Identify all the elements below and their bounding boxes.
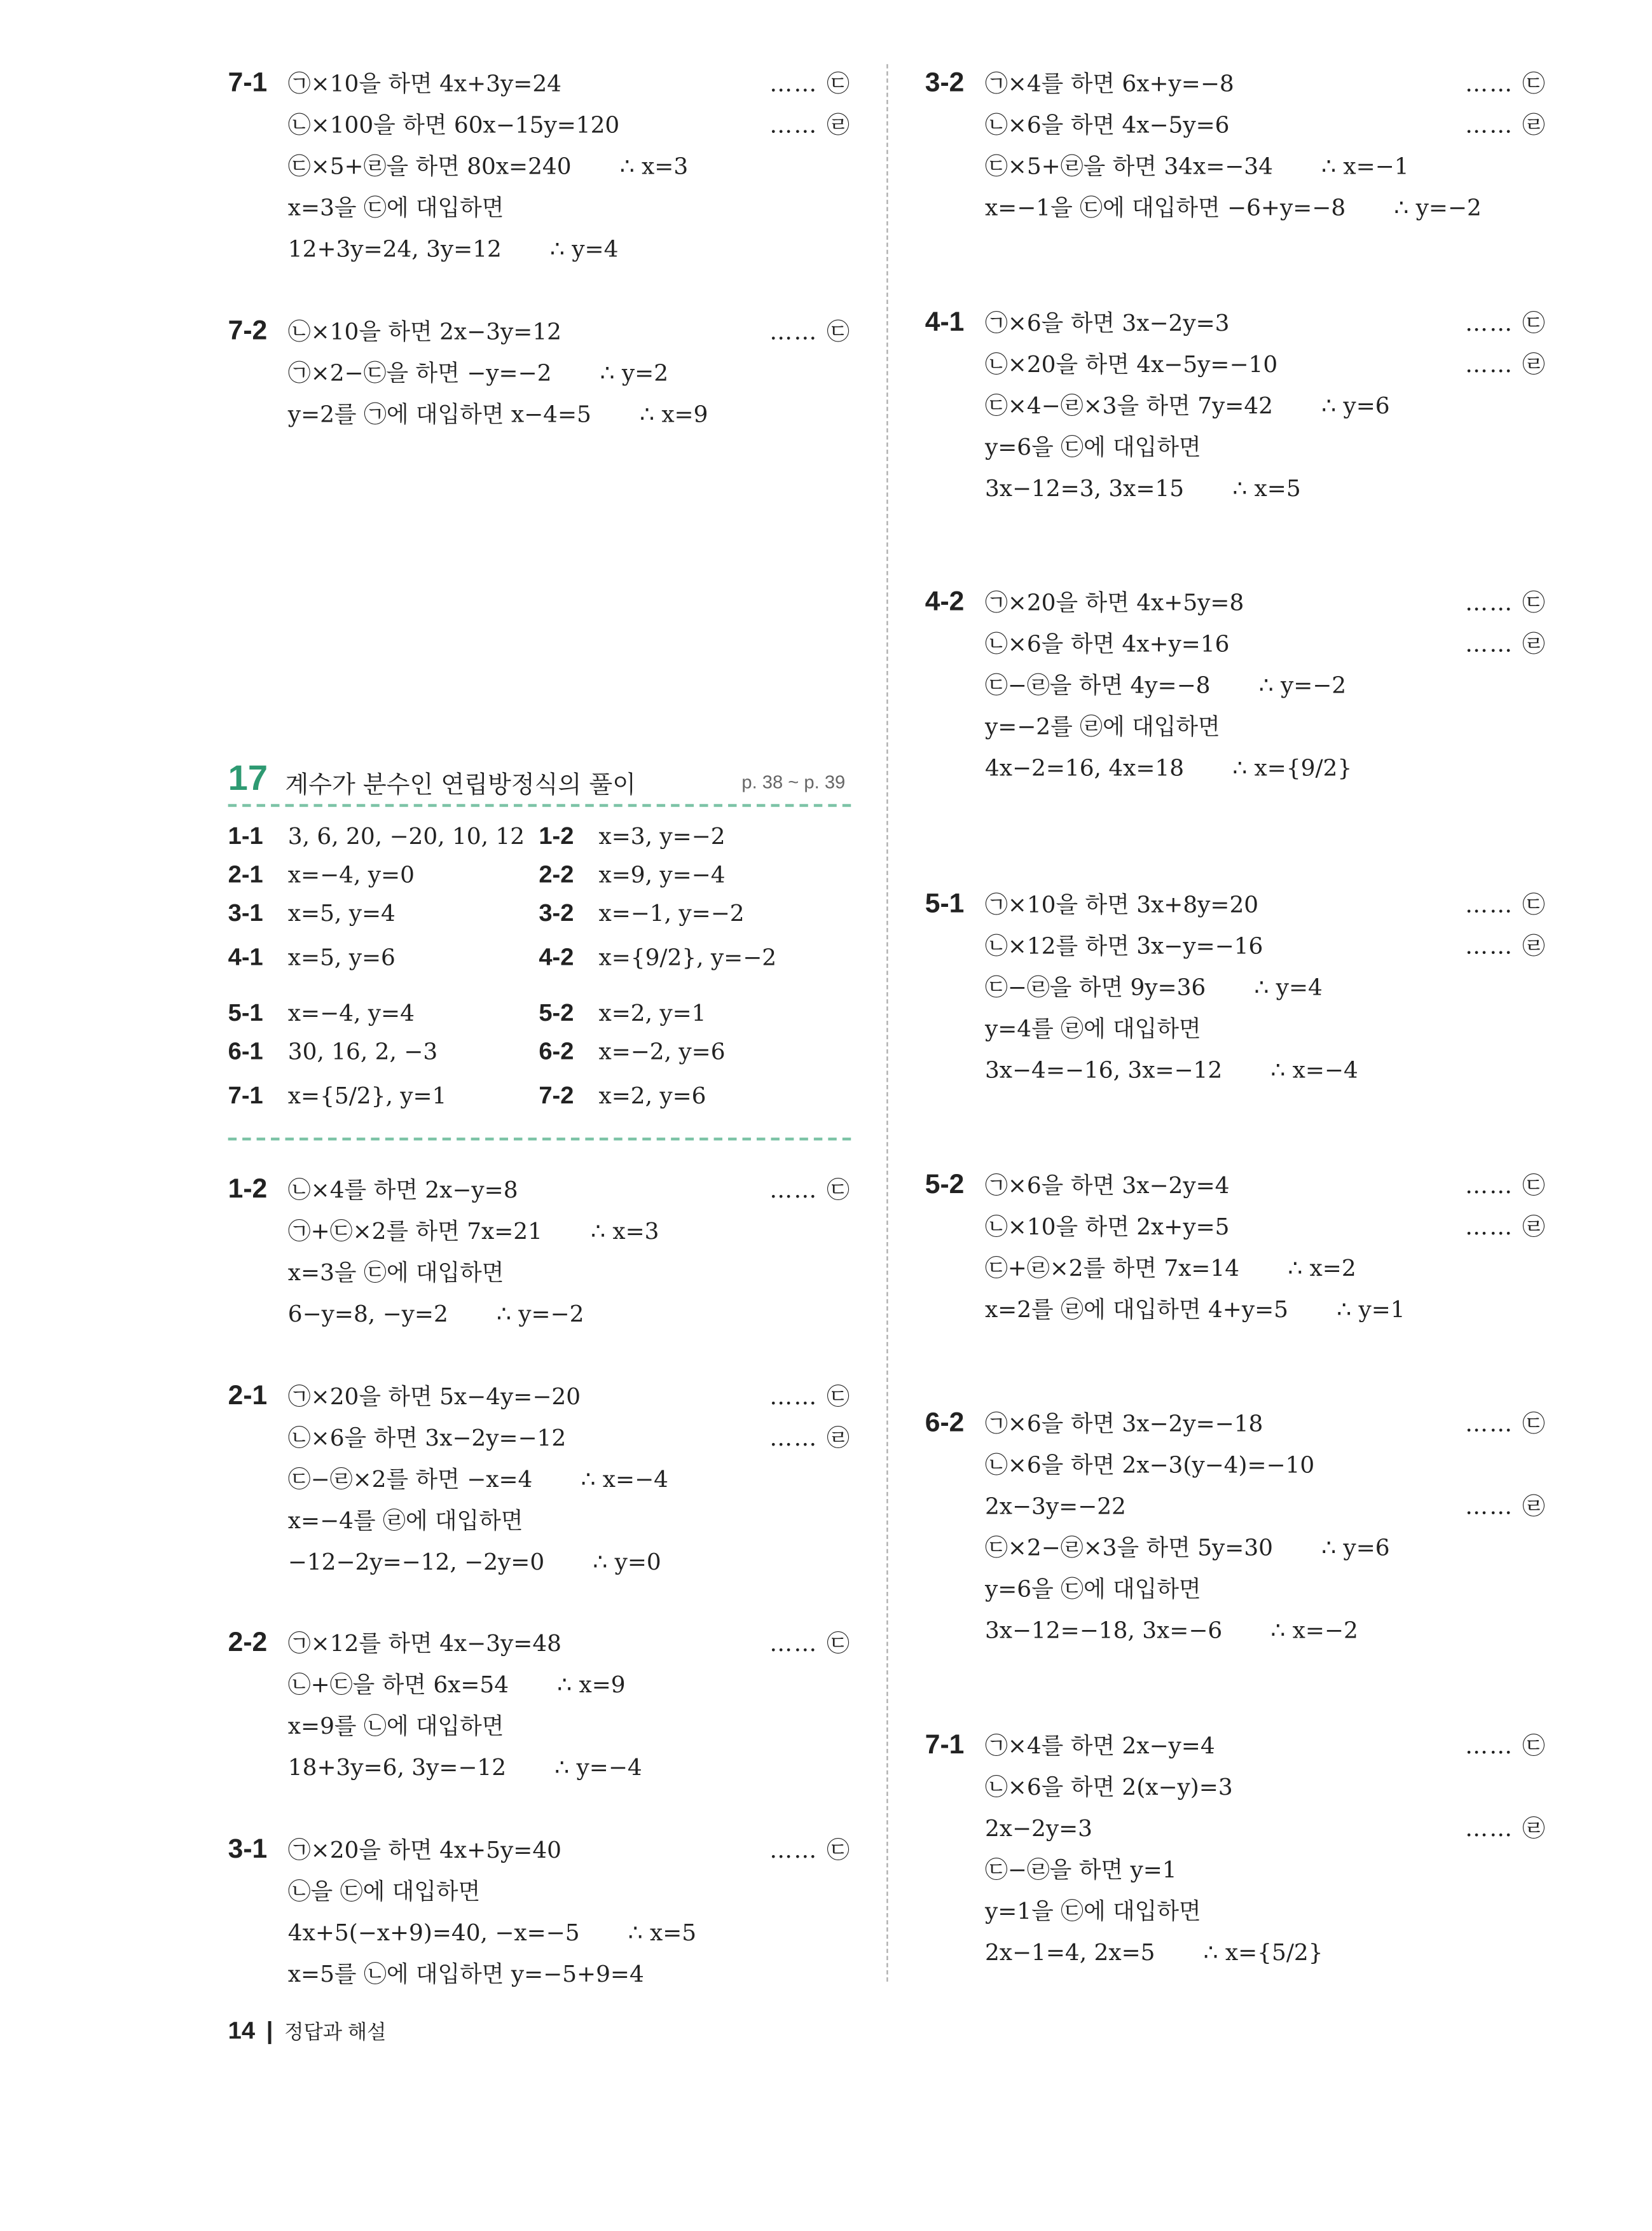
answer-value: x=2, y=6: [598, 1082, 706, 1109]
equation-text: ㉠×6을 하면 3x−2y=3: [984, 309, 1230, 337]
therefore-result: ∴ y=0: [593, 1548, 661, 1575]
equation-text: x=9를 ㉡에 대입하면: [287, 1712, 504, 1739]
therefore-result: ∴ x={5/2}: [1203, 1938, 1323, 1966]
equation-text: ㉠×10을 하면 4x+3y=24: [287, 69, 561, 97]
equation-text: ㉢×2−㉣×3을 하면 5y=30: [984, 1533, 1273, 1561]
solution-line: [985, 967, 1546, 1008]
solution-line: [288, 1705, 851, 1746]
equation-marker: …… ㉢: [769, 1383, 851, 1410]
equation-text: ㉡×6을 하면 2(x−y)=3: [984, 1773, 1233, 1801]
answer-value: 3, 6, 20, −20, 10, 12: [287, 822, 525, 850]
therefore-result: ∴ y=−2: [497, 1300, 584, 1327]
problem-label: 3-1: [228, 1834, 268, 1865]
equation-text: y=4를 ㉣에 대입하면: [984, 1015, 1201, 1042]
solution-line: [288, 104, 851, 146]
solution-line: [985, 1049, 1546, 1091]
equation-text: 18+3y=6, 3y=−12: [287, 1753, 507, 1781]
solution-line: [985, 426, 1546, 467]
answer-item: [539, 938, 776, 977]
equation-text: ㉠×4를 하면 2x−y=4: [984, 1732, 1215, 1760]
problem-label: 7-2: [228, 316, 268, 347]
problem-label: 6-2: [925, 1408, 965, 1439]
therefore-result: ∴ x=−4: [581, 1465, 668, 1493]
solution-lines: [288, 1376, 851, 1582]
equation-text: x=5를 ㉡에 대입하면 y=−5+9=4: [287, 1960, 644, 1987]
therefore-result: ∴ x=2: [1288, 1254, 1356, 1282]
equation-text: ㉢−㉣을 하면 y=1: [984, 1856, 1177, 1884]
solution-line: [985, 1008, 1546, 1049]
therefore-result: ∴ x=5: [628, 1919, 697, 1946]
therefore-result: ∴ x=9: [557, 1671, 626, 1698]
equation-marker: …… ㉢: [769, 1176, 851, 1203]
answer-item: [539, 993, 706, 1032]
answer-value: x=5, y=4: [287, 899, 396, 927]
answer-value: x={5/2}, y=1: [287, 1082, 447, 1109]
equation-text: ㉠×20을 하면 5x−4y=−20: [287, 1383, 581, 1410]
column-divider: [886, 64, 888, 1982]
equation-text: x=2를 ㉣에 대입하면 4+y=5: [984, 1295, 1289, 1323]
equation-text: ㉢−㉣을 하면 4y=−8: [984, 671, 1211, 699]
solution-line: [985, 187, 1546, 228]
equation-text: x=−4를 ㉣에 대입하면: [287, 1507, 523, 1534]
problem-label: 2-2: [228, 1627, 268, 1658]
answer-label: 2-2: [539, 860, 574, 888]
answer-value: x=−4, y=4: [287, 999, 415, 1026]
equation-text: ㉡×6을 하면 3x−2y=−12: [287, 1424, 567, 1451]
equation-text: y=−2를 ㉣에 대입하면: [984, 712, 1220, 740]
solution-lines: [985, 884, 1546, 1091]
section-header: [228, 759, 851, 801]
page-footer: [228, 2017, 387, 2046]
solution-lines: [288, 63, 851, 270]
equation-text: 2x−3y=−22: [984, 1492, 1126, 1520]
solution-line: [288, 1870, 851, 1912]
equation-text: ㉠×2−㉢을 하면 −y=−2: [287, 359, 552, 387]
solution-line: [985, 104, 1546, 146]
equation-text: ㉠×12를 하면 4x−3y=48: [287, 1629, 561, 1657]
equation-marker: …… ㉢: [1465, 69, 1547, 97]
equation-text: 3x−12=−18, 3x=−6: [984, 1616, 1223, 1644]
equation-text: x=−1을 ㉢에 대입하면 −6+y=−8: [984, 193, 1346, 221]
solution-lines: [288, 1829, 851, 1994]
therefore-result: ∴ y=4: [550, 235, 619, 263]
therefore-result: ∴ x=5: [1232, 474, 1301, 502]
solution-line: [288, 1500, 851, 1541]
solution-line: [985, 1610, 1546, 1651]
solution-block: [228, 1622, 851, 1788]
solution-line: [288, 1293, 851, 1334]
equation-marker: …… ㉣: [1465, 1814, 1547, 1842]
equation-text: ㉠+㉢×2를 하면 7x=21: [287, 1217, 542, 1245]
problem-label: 5-2: [925, 1170, 965, 1201]
answer-item: [228, 938, 396, 977]
equation-text: ㉡을 ㉢에 대입하면: [287, 1877, 481, 1905]
answer-value: x=−1, y=−2: [598, 899, 745, 927]
equation-text: y=1을 ㉢에 대입하면: [984, 1897, 1201, 1925]
equation-text: ㉠×20을 하면 4x+5y=8: [984, 588, 1244, 616]
therefore-result: ∴ y=1: [1337, 1295, 1405, 1323]
solution-line: [985, 146, 1546, 187]
equation-marker: …… ㉣: [1465, 350, 1547, 378]
answer-value: x=2, y=1: [598, 999, 706, 1026]
equation-marker: …… ㉢: [1465, 588, 1547, 616]
answer-label: 3-2: [539, 899, 574, 927]
equation-marker: …… ㉢: [769, 317, 851, 345]
solution-line: [288, 1252, 851, 1293]
equation-text: ㉡×6을 하면 2x−3(y−4)=−10: [984, 1451, 1315, 1479]
solution-line: [288, 1541, 851, 1582]
equation-text: ㉠×6을 하면 3x−2y=−18: [984, 1409, 1263, 1437]
solution-line: [985, 747, 1546, 789]
solution-line: [985, 1486, 1546, 1527]
equation-marker: …… ㉣: [1465, 932, 1547, 960]
problem-label: 7-1: [228, 68, 268, 99]
equation-marker: …… ㉢: [1465, 1409, 1547, 1437]
equation-text: ㉢−㉣을 하면 9y=36: [984, 974, 1206, 1001]
solution-line: [985, 925, 1546, 967]
solution-line: [288, 1376, 851, 1417]
equation-text: 3x−4=−16, 3x=−12: [984, 1056, 1223, 1084]
therefore-result: ∴ x=−2: [1270, 1616, 1358, 1644]
equation-marker: …… ㉣: [1465, 111, 1547, 139]
equation-text: ㉠×20을 하면 4x+5y=40: [287, 1836, 561, 1863]
answer-item: [228, 817, 525, 855]
answer-item: [539, 855, 725, 894]
therefore-result: ∴ y=2: [600, 359, 669, 387]
solution-line: [985, 582, 1546, 623]
therefore-result: ∴ x=−1: [1321, 152, 1409, 180]
equation-text: ㉠×6을 하면 3x−2y=4: [984, 1171, 1230, 1199]
answer-label: 5-2: [539, 999, 574, 1026]
equation-text: y=2를 ㉠에 대입하면 x−4=5: [287, 400, 591, 428]
answer-item: [228, 1076, 447, 1115]
therefore-result: ∴ x=3: [591, 1217, 659, 1245]
solution-line: [985, 1568, 1546, 1610]
therefore-result: ∴ x={9/2}: [1232, 754, 1353, 782]
equation-marker: …… ㉢: [1465, 309, 1547, 337]
equation-text: 4x−2=16, 4x=18: [984, 754, 1185, 782]
solution-line: [985, 1766, 1546, 1807]
solution-line: [985, 1164, 1546, 1206]
section-title: 계수가 분수인 연립방정식의 풀이: [285, 771, 637, 800]
therefore-result: ∴ y=−4: [554, 1753, 642, 1781]
answer-item: [228, 1032, 438, 1071]
equation-marker: …… ㉢: [769, 1629, 851, 1657]
problem-label: 4-2: [925, 587, 965, 618]
answer-label: 6-1: [228, 1037, 263, 1065]
problem-label: 5-1: [925, 889, 965, 920]
answer-label: 7-2: [539, 1082, 574, 1109]
dashed-divider: [228, 804, 851, 806]
solution-lines: [985, 63, 1546, 228]
equation-marker: …… ㉢: [1465, 1732, 1547, 1760]
answer-item: [228, 855, 415, 894]
solution-line: [288, 228, 851, 270]
solution-block: [228, 1829, 851, 1994]
answer-value: 30, 16, 2, −3: [287, 1037, 438, 1065]
answer-item: [539, 1032, 725, 1071]
equation-text: y=6을 ㉢에 대입하면: [984, 433, 1201, 461]
solution-line: [288, 1829, 851, 1870]
equation-text: −12−2y=−12, −2y=0: [287, 1548, 545, 1575]
equation-text: ㉢−㉣×2를 하면 −x=4: [287, 1465, 533, 1493]
equation-text: 2x−1=4, 2x=5: [984, 1938, 1155, 1966]
solution-line: [288, 1953, 851, 1994]
problem-label: 3-2: [925, 68, 965, 99]
equation-text: ㉡×12를 하면 3x−y=−16: [984, 932, 1263, 960]
solution-line: [288, 1458, 851, 1500]
solution-line: [985, 706, 1546, 747]
section-number: 17: [228, 758, 268, 799]
solution-block: [925, 582, 1546, 789]
solution-line: [288, 352, 851, 394]
solution-line: [985, 1725, 1546, 1766]
equation-text: ㉡×20을 하면 4x−5y=−10: [984, 350, 1278, 378]
solution-line: [985, 63, 1546, 104]
footer-separator: |: [266, 2017, 273, 2045]
solution-line: [985, 302, 1546, 343]
equation-marker: …… ㉣: [1465, 630, 1547, 658]
therefore-result: ∴ y=−2: [1394, 193, 1482, 221]
solution-line: [288, 394, 851, 435]
solution-block: [925, 302, 1546, 509]
problem-label: 2-1: [228, 1381, 268, 1412]
solution-line: [985, 385, 1546, 426]
answer-label: 5-1: [228, 999, 263, 1026]
solution-line: [985, 1444, 1546, 1486]
page-number: 14: [228, 2017, 256, 2045]
solution-line: [288, 1169, 851, 1210]
equation-text: x=3을 ㉢에 대입하면: [287, 1259, 504, 1286]
equation-text: ㉠×4를 하면 6x+y=−8: [984, 69, 1234, 97]
answer-label: 6-2: [539, 1037, 574, 1065]
answer-label: 2-1: [228, 860, 263, 888]
solution-lines: [288, 311, 851, 435]
solution-lines: [288, 1169, 851, 1334]
solution-line: [985, 1527, 1546, 1568]
equation-text: 2x−2y=3: [984, 1814, 1093, 1842]
solution-line: [288, 1746, 851, 1788]
equation-marker: …… ㉣: [1465, 1492, 1547, 1520]
solution-line: [288, 1417, 851, 1458]
solution-line: [288, 311, 851, 352]
answer-value: x=5, y=6: [287, 943, 396, 971]
therefore-result: ∴ y=−2: [1258, 671, 1347, 699]
solution-line: [288, 1912, 851, 1953]
solution-line: [288, 63, 851, 104]
solution-lines: [985, 1725, 1546, 1973]
solution-line: [985, 884, 1546, 925]
footer-text: 정답과 해설: [284, 2020, 387, 2043]
solution-block: [228, 311, 851, 435]
solution-line: [985, 1849, 1546, 1890]
dashed-divider: [228, 1138, 851, 1140]
equation-marker: …… ㉢: [1465, 891, 1547, 918]
solution-line: [985, 343, 1546, 385]
equation-text: 12+3y=24, 3y=12: [287, 235, 502, 263]
solution-lines: [985, 1164, 1546, 1330]
solution-line: [985, 1931, 1546, 1973]
answer-label: 4-2: [539, 943, 574, 971]
therefore-result: ∴ y=6: [1321, 1533, 1390, 1561]
answer-label: 7-1: [228, 1082, 263, 1109]
equation-text: ㉡×100을 하면 60x−15y=120: [287, 111, 620, 139]
solution-block: [228, 63, 851, 270]
equation-text: x=3을 ㉢에 대입하면: [287, 193, 504, 221]
solution-line: [985, 623, 1546, 665]
answer-value: x=−2, y=6: [598, 1037, 726, 1065]
answer-item: [539, 1076, 706, 1115]
equation-marker: …… ㉢: [1465, 1171, 1547, 1199]
equation-text: ㉡×6을 하면 4x−5y=6: [984, 111, 1230, 139]
problem-label: 4-1: [925, 308, 965, 338]
section-pages: p. 38 ~ p. 39: [741, 771, 846, 793]
equation-text: ㉢+㉣×2를 하면 7x=14: [984, 1254, 1240, 1282]
solution-lines: [288, 1622, 851, 1788]
answer-value: x=3, y=−2: [598, 822, 726, 850]
equation-text: ㉡×4를 하면 2x−y=8: [287, 1176, 518, 1203]
equation-text: ㉢×5+㉣을 하면 80x=240: [287, 152, 572, 180]
equation-marker: …… ㉣: [769, 1424, 851, 1451]
therefore-result: ∴ x=−4: [1270, 1056, 1358, 1084]
solution-line: [288, 1210, 851, 1252]
solution-block: [925, 63, 1546, 228]
therefore-result: ∴ y=6: [1321, 392, 1390, 420]
equation-text: ㉡×10을 하면 2x+y=5: [984, 1213, 1230, 1241]
equation-marker: …… ㉣: [769, 111, 851, 139]
equation-text: ㉢×4−㉣×3을 하면 7y=42: [984, 392, 1273, 420]
solution-line: [288, 187, 851, 228]
therefore-result: ∴ x=3: [619, 152, 689, 180]
solution-block: [925, 1164, 1546, 1330]
therefore-result: ∴ y=4: [1254, 974, 1323, 1001]
solution-line: [985, 1403, 1546, 1444]
problem-label: 1-2: [228, 1175, 268, 1205]
solution-line: [985, 1807, 1546, 1849]
answer-label: 1-1: [228, 822, 263, 850]
equation-marker: …… ㉢: [769, 1836, 851, 1863]
answer-item: [228, 894, 396, 932]
equation-text: ㉡+㉢을 하면 6x=54: [287, 1671, 509, 1698]
solution-lines: [985, 1403, 1546, 1651]
solution-lines: [985, 302, 1546, 509]
equation-text: 3x−12=3, 3x=15: [984, 474, 1185, 502]
equation-text: 6−y=8, −y=2: [287, 1300, 448, 1327]
solution-block: [228, 1376, 851, 1582]
solution-block: [925, 1403, 1546, 1651]
answer-value: x=−4, y=0: [287, 860, 415, 888]
equation-marker: …… ㉣: [1465, 1213, 1547, 1241]
solution-block: [925, 884, 1546, 1091]
answer-label: 1-2: [539, 822, 574, 850]
solution-line: [288, 1622, 851, 1664]
equation-text: y=6을 ㉢에 대입하면: [984, 1575, 1201, 1603]
equation-text: ㉡×6을 하면 4x+y=16: [984, 630, 1230, 658]
answer-item: [228, 993, 415, 1032]
equation-text: ㉠×10을 하면 3x+8y=20: [984, 891, 1259, 918]
equation-marker: …… ㉢: [769, 69, 851, 97]
solution-block: [925, 1725, 1546, 1973]
answer-label: 4-1: [228, 943, 263, 971]
solution-line: [985, 1288, 1546, 1330]
equation-text: 4x+5(−x+9)=40, −x=−5: [287, 1919, 580, 1946]
solution-line: [985, 1206, 1546, 1247]
solution-line: [288, 146, 851, 187]
solution-line: [985, 467, 1546, 509]
solution-lines: [985, 582, 1546, 789]
answer-label: 3-1: [228, 899, 263, 927]
therefore-result: ∴ x=9: [640, 400, 708, 428]
answer-item: [539, 894, 744, 932]
solution-line: [985, 665, 1546, 706]
solution-line: [985, 1890, 1546, 1931]
solution-block: [228, 1169, 851, 1334]
answer-value: x={9/2}, y=−2: [598, 943, 777, 971]
problem-label: 7-1: [925, 1730, 965, 1761]
solution-line: [985, 1247, 1546, 1288]
solution-line: [288, 1664, 851, 1705]
equation-text: ㉢×5+㉣을 하면 34x=−34: [984, 152, 1273, 180]
equation-text: ㉡×10을 하면 2x−3y=12: [287, 317, 561, 345]
answer-value: x=9, y=−4: [598, 860, 726, 888]
answer-item: [539, 817, 725, 855]
